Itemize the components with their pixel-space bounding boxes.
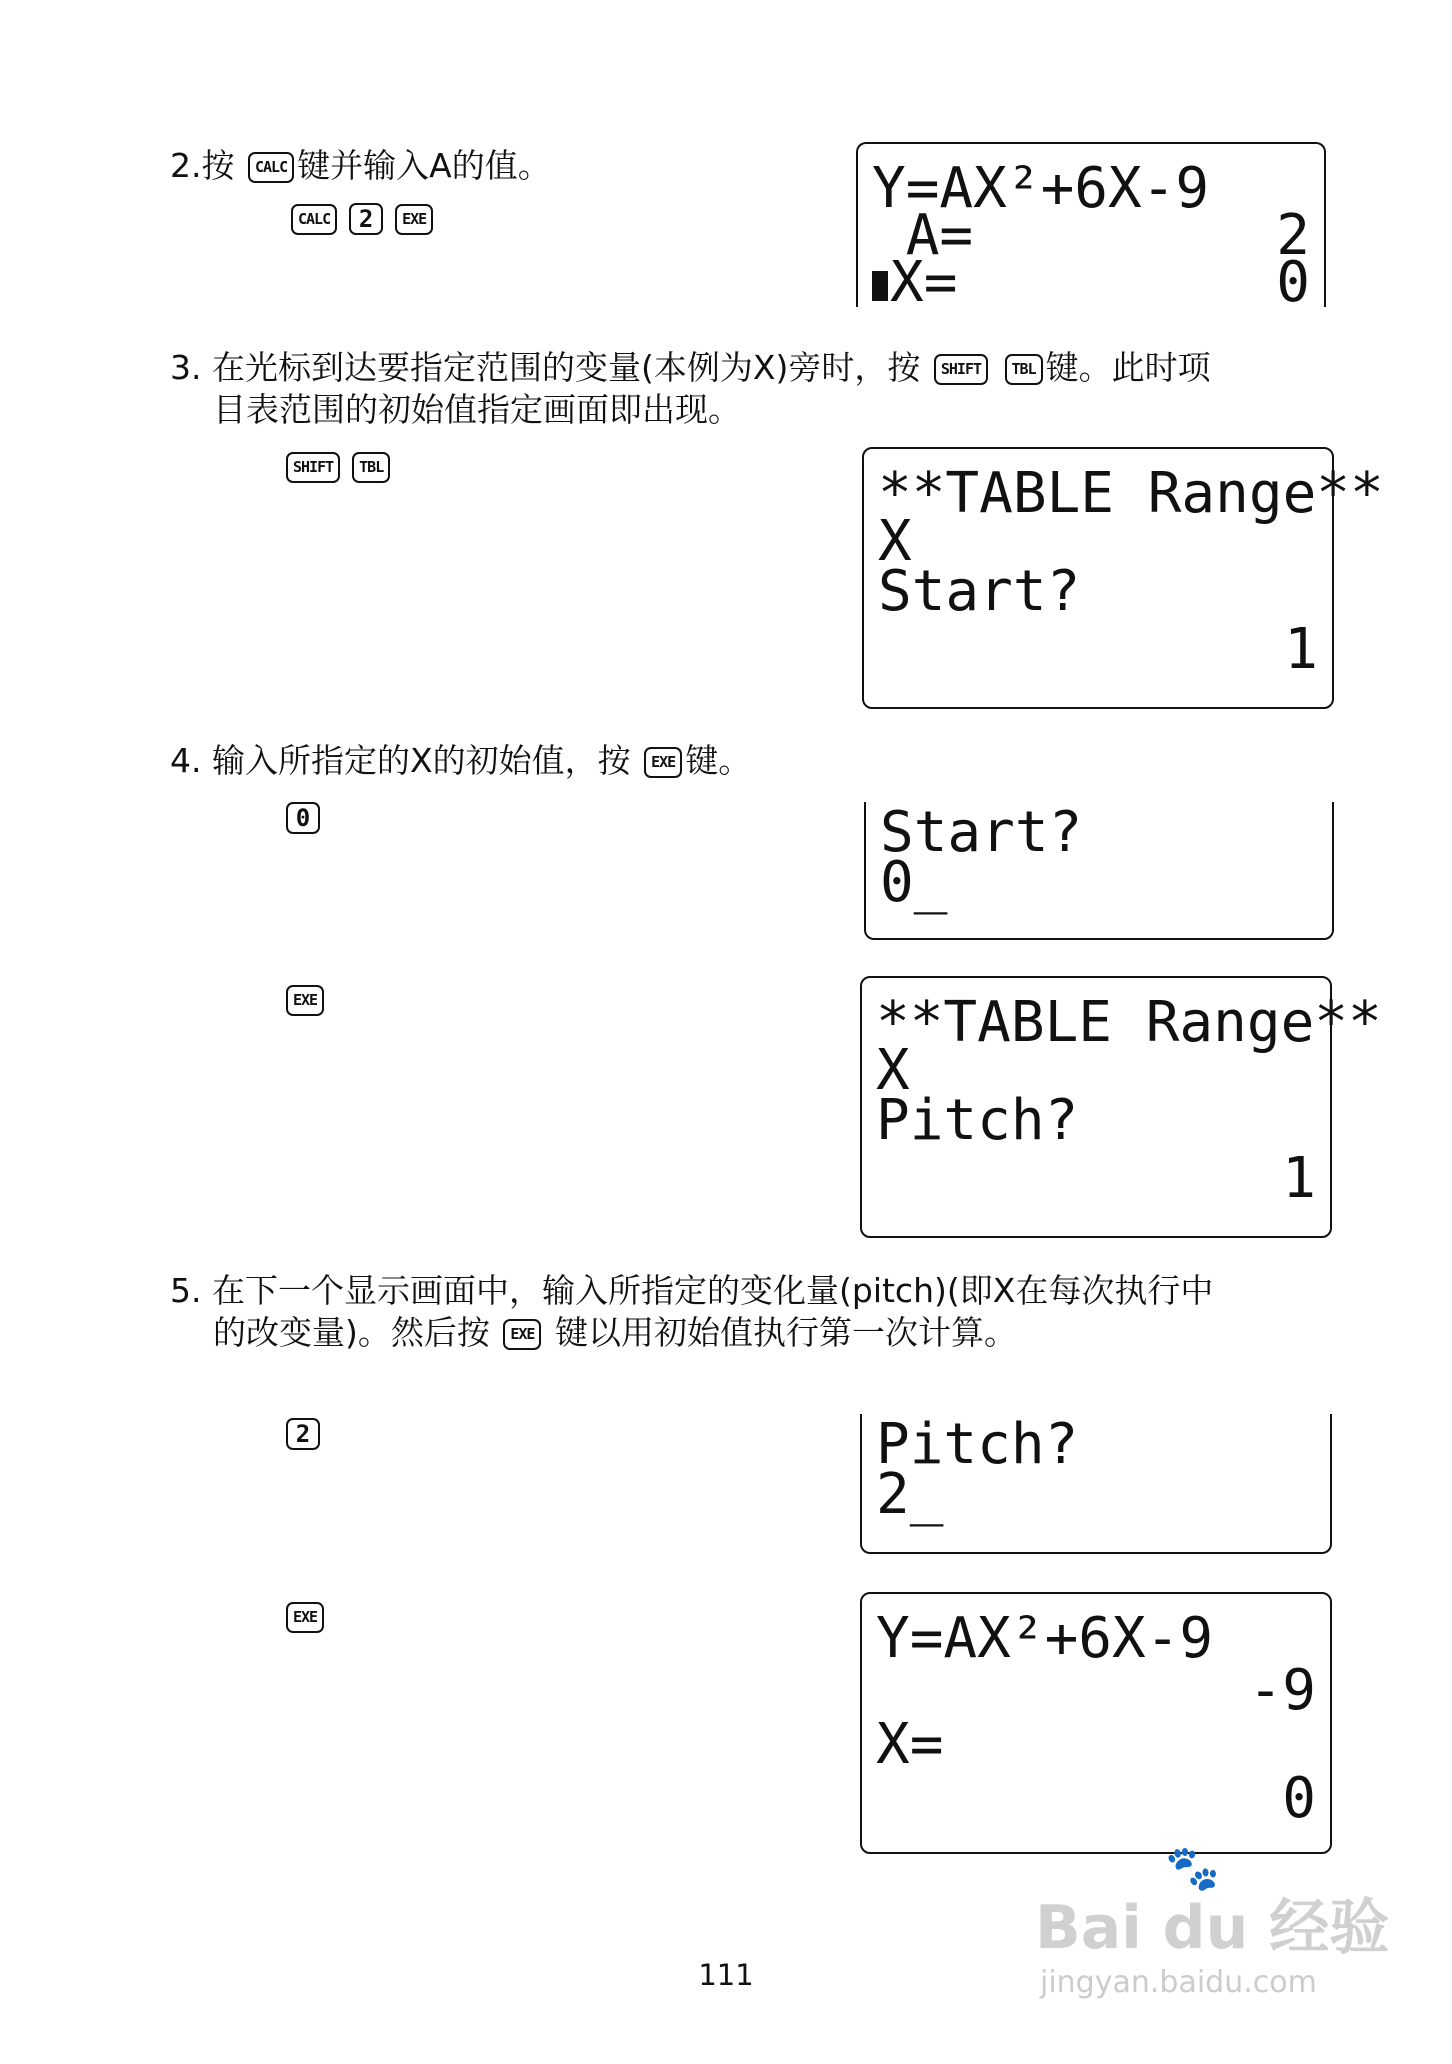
step-number: 3. <box>170 348 202 387</box>
lcd-row <box>876 1658 1316 1723</box>
lcd-text: 1 <box>1282 1146 1316 1211</box>
digit-key: 2 <box>349 203 383 235</box>
cursor-icon <box>872 271 888 301</box>
shift-key: SHIFT <box>286 452 340 483</box>
exe-key: EXE <box>286 1602 324 1633</box>
baidu-paw-icon: 🐾 <box>1165 1843 1220 1894</box>
lcd-text: X <box>878 509 912 574</box>
exe-key: EXE <box>395 204 433 235</box>
lcd-text: 0 <box>1276 250 1310 315</box>
step-2 <box>170 145 551 187</box>
lcd-text: Y=AX²+6X-9 <box>876 1606 1214 1671</box>
key-sequence-2 <box>283 452 393 483</box>
step-text: 键。此时项 <box>1045 348 1211 387</box>
key-sequence-6 <box>283 1602 327 1633</box>
lcd-text: Pitch? <box>876 1412 1079 1477</box>
lcd-row <box>876 1146 1316 1211</box>
lcd-screen-5 <box>860 1414 1332 1554</box>
step-text: 键。 <box>685 741 752 780</box>
step-5 <box>170 1270 1213 1354</box>
lcd-text: 2_ <box>876 1462 944 1527</box>
lcd-text: -9 <box>1248 1658 1316 1723</box>
lcd-text: 0_ <box>880 850 948 915</box>
step-number: 5. <box>170 1271 202 1310</box>
lcd-text: 2 <box>1276 203 1310 268</box>
tbl-key: TBL <box>1005 354 1043 385</box>
lcd-text: Start? <box>878 559 1081 624</box>
lcd-row <box>878 461 1384 526</box>
page-number: 111 <box>698 1958 754 1992</box>
key-sequence-3 <box>283 802 323 834</box>
lcd-row <box>876 1462 1316 1527</box>
step-text: 按 <box>201 146 235 185</box>
step-text: 键并输入A的值。 <box>297 146 551 185</box>
key-sequence-1 <box>288 203 436 235</box>
exe-key: EXE <box>503 1319 541 1350</box>
lcd-row <box>876 1766 1316 1831</box>
lcd-row <box>872 250 1310 315</box>
lcd-row <box>876 1088 1316 1153</box>
key-sequence-4 <box>283 985 327 1016</box>
lcd-screen-2 <box>862 447 1384 709</box>
step-text: 的改变量)。然后按 <box>213 1313 490 1352</box>
watermark-url: jingyan.baidu.com <box>1040 1965 1317 2000</box>
key-sequence-5 <box>283 1418 323 1450</box>
step-number: 2. <box>170 146 202 185</box>
lcd-row <box>876 1712 1316 1777</box>
calc-key: CALC <box>291 204 337 235</box>
step-number: 4. <box>170 741 202 780</box>
calc-key: CALC <box>248 152 294 183</box>
lcd-text: 0 <box>1282 1766 1316 1831</box>
exe-key: EXE <box>286 985 324 1016</box>
lcd-screen-3 <box>864 802 1334 940</box>
lcd-text: X <box>876 1038 910 1103</box>
lcd-text: Start? <box>880 800 1083 865</box>
step-text: 输入所指定的X的初始值，按 <box>212 741 631 780</box>
digit-key: 0 <box>286 802 320 834</box>
lcd-row <box>878 559 1318 624</box>
lcd-text: A= <box>872 203 974 268</box>
lcd-text: Pitch? <box>876 1088 1079 1153</box>
tbl-key: TBL <box>352 452 390 483</box>
watermark-logo <box>1035 1843 1390 1966</box>
step-text: 在光标到达要指定范围的变量(本例为X)旁时，按 <box>212 348 921 387</box>
step-text: 键以用初始值执行第一次计算。 <box>554 1313 1017 1352</box>
lcd-screen-4 <box>860 976 1382 1238</box>
exe-key: EXE <box>644 747 682 778</box>
lcd-row <box>878 617 1318 682</box>
step-text: 在下一个显示画面中，输入所指定的变化量(pitch)(即X在每次执行中 <box>212 1271 1214 1310</box>
watermark-brand: Bai du 经验 <box>1035 1893 1390 1963</box>
shift-key: SHIFT <box>934 354 988 385</box>
digit-key: 2 <box>286 1418 320 1450</box>
lcd-row <box>880 850 1318 915</box>
step-3 <box>170 347 1211 431</box>
lcd-screen-6 <box>860 1592 1332 1854</box>
step-text: 目表范围的初始值指定画面即出现。 <box>213 390 741 429</box>
lcd-text: X= <box>890 250 958 315</box>
lcd-text: X= <box>876 1712 944 1777</box>
lcd-row <box>876 990 1382 1055</box>
step-4 <box>170 740 751 782</box>
lcd-text: **TABLE Range** <box>878 461 1384 526</box>
lcd-text: **TABLE Range** <box>876 990 1382 1055</box>
lcd-screen-1 <box>856 142 1326 315</box>
lcd-text: 1 <box>1284 617 1318 682</box>
lcd-text: Y=AX²+6X-9 <box>872 156 1210 221</box>
